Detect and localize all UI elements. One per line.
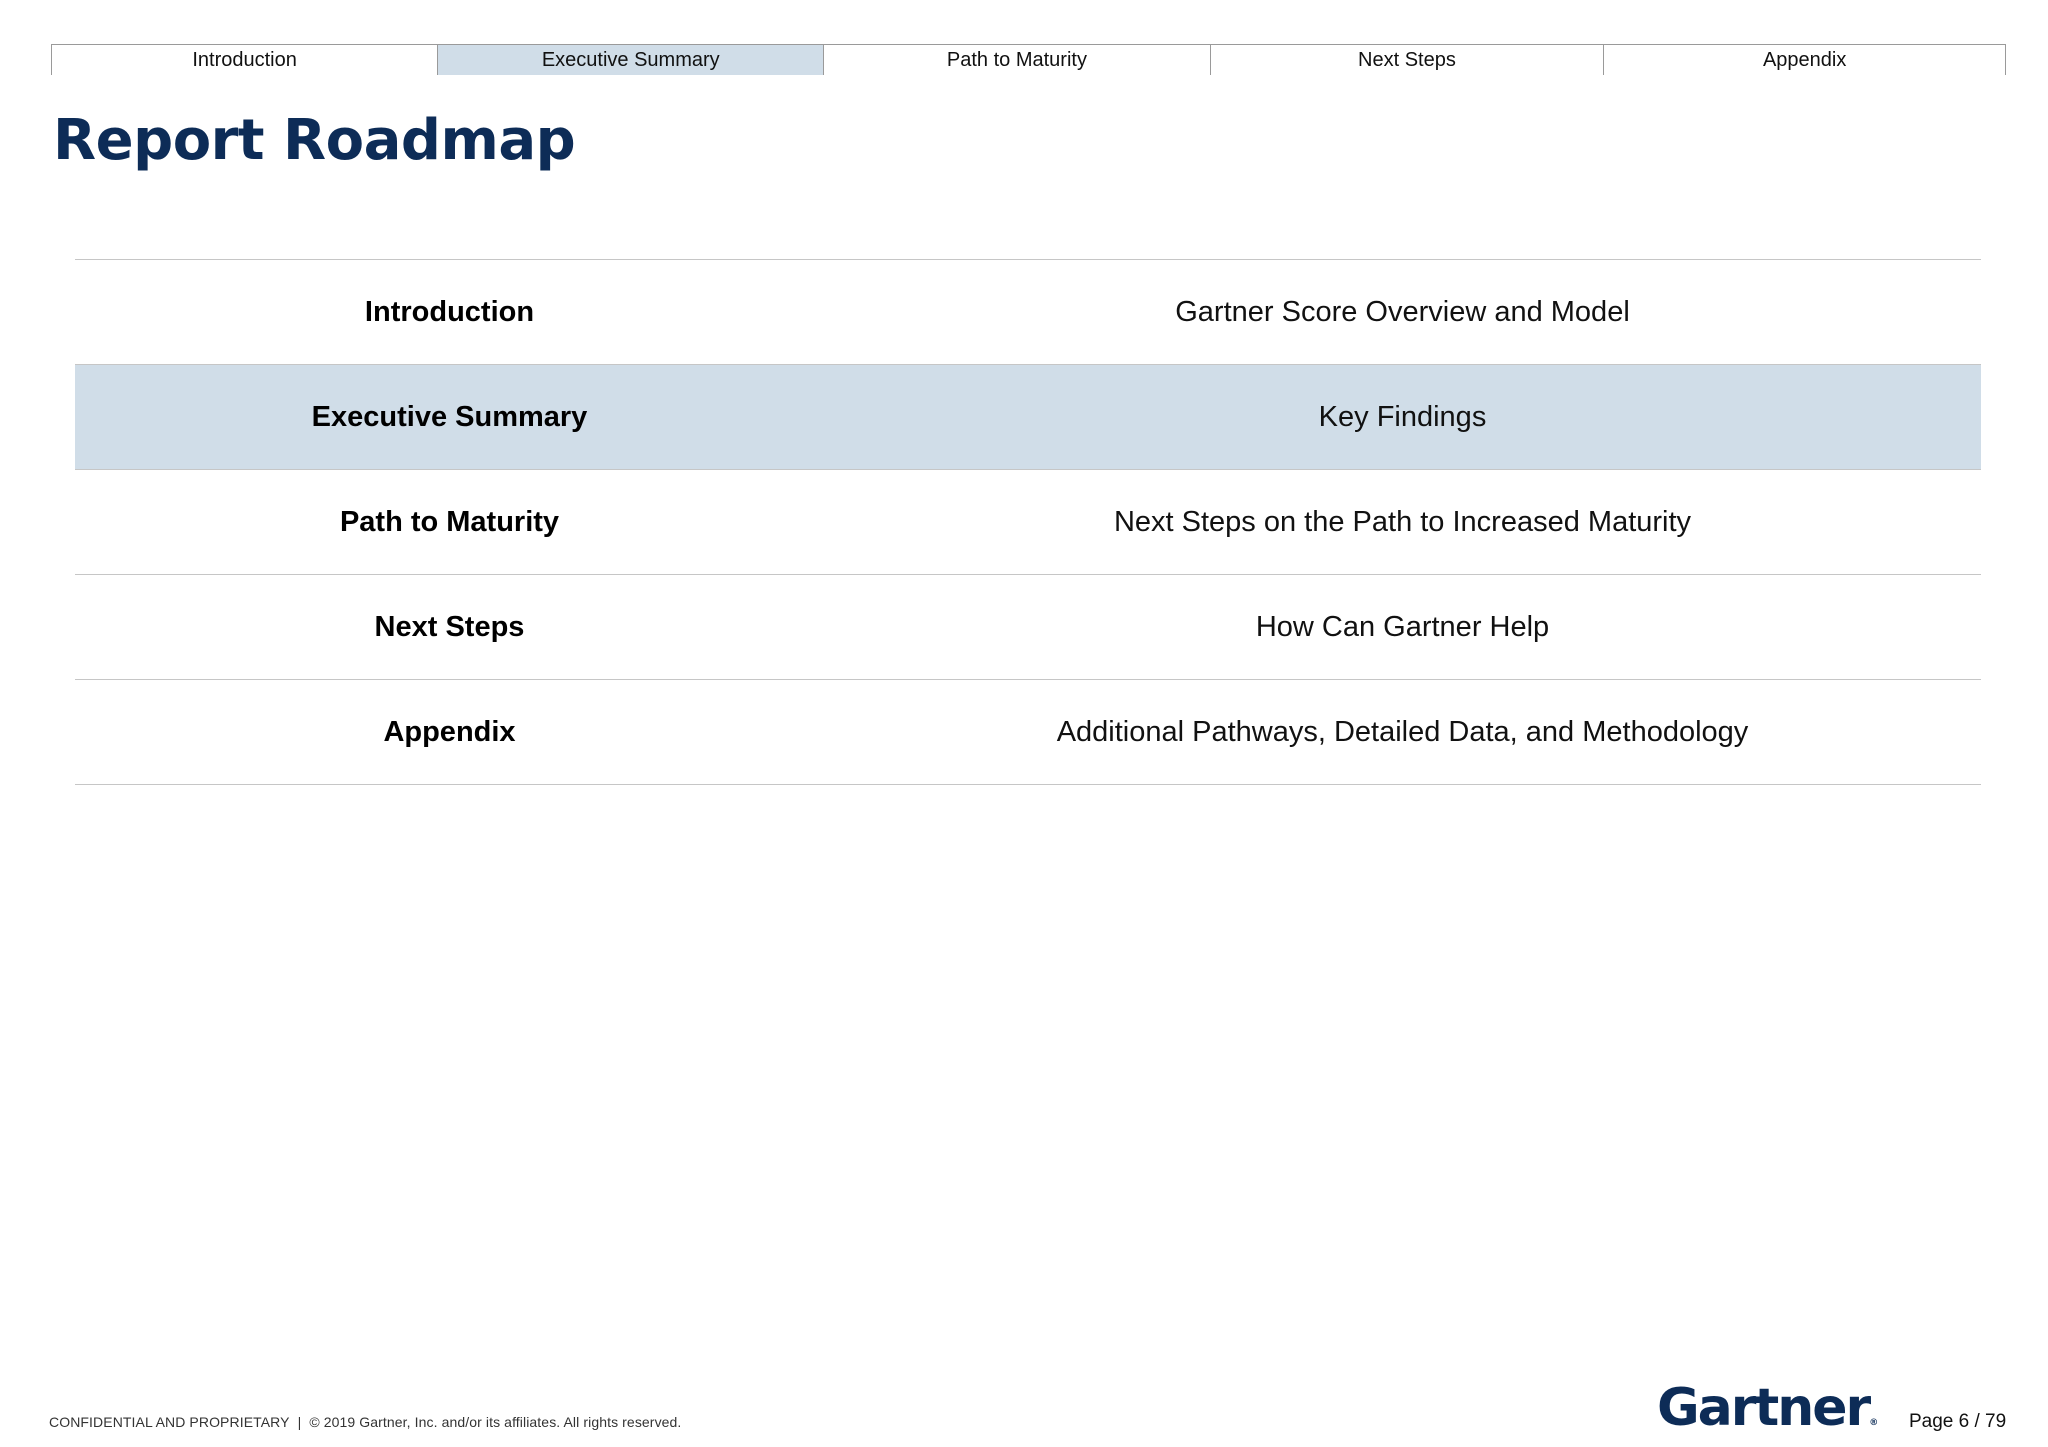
tab-executive-summary[interactable]: Executive Summary [437,45,823,75]
roadmap-row-next-steps[interactable] [75,575,1981,680]
roadmap-row-path-to-maturity[interactable] [75,470,1981,575]
page-title: Report Roadmap [53,108,576,173]
roadmap-table [75,259,1981,785]
roadmap-section-label: Appendix [383,715,516,748]
footer-separator: | [297,1414,302,1430]
copyright-notice: © 2019 Gartner, Inc. and/or its affiliates. All rights reserved. [309,1414,682,1430]
section-tab-bar [51,44,2006,75]
tab-appendix[interactable]: Appendix [1603,45,2006,75]
roadmap-section-label: Executive Summary [311,400,588,433]
roadmap-row-executive-summary[interactable] [75,365,1981,470]
registered-mark: ® [1869,1418,1879,1428]
roadmap-section-label: Introduction [364,295,535,328]
roadmap-section-label: Path to Maturity [339,505,560,538]
confidential-notice: CONFIDENTIAL AND PROPRIETARY [49,1414,290,1430]
roadmap-section-description: How Can Gartner Help [1255,610,1550,643]
roadmap-row-appendix[interactable] [75,680,1981,785]
roadmap-section-description: Additional Pathways, Detailed Data, and Methodology [1056,715,1749,748]
roadmap-section-label: Next Steps [374,610,525,643]
logo-wordmark: Gartner [1657,1378,1870,1438]
footer-legal [49,1414,681,1430]
gartner-logo [1657,1378,1878,1438]
roadmap-section-description: Gartner Score Overview and Model [1175,295,1630,328]
tab-path-to-maturity[interactable]: Path to Maturity [823,45,1209,75]
roadmap-section-description: Key Findings [1318,400,1487,433]
roadmap-row-introduction[interactable] [75,260,1981,365]
roadmap-section-description: Next Steps on the Path to Increased Maturity [1113,505,1692,538]
tab-next-steps[interactable]: Next Steps [1210,45,1604,75]
tab-introduction[interactable]: Introduction [51,45,437,75]
page-number: Page 6 / 79 [1909,1411,2007,1432]
